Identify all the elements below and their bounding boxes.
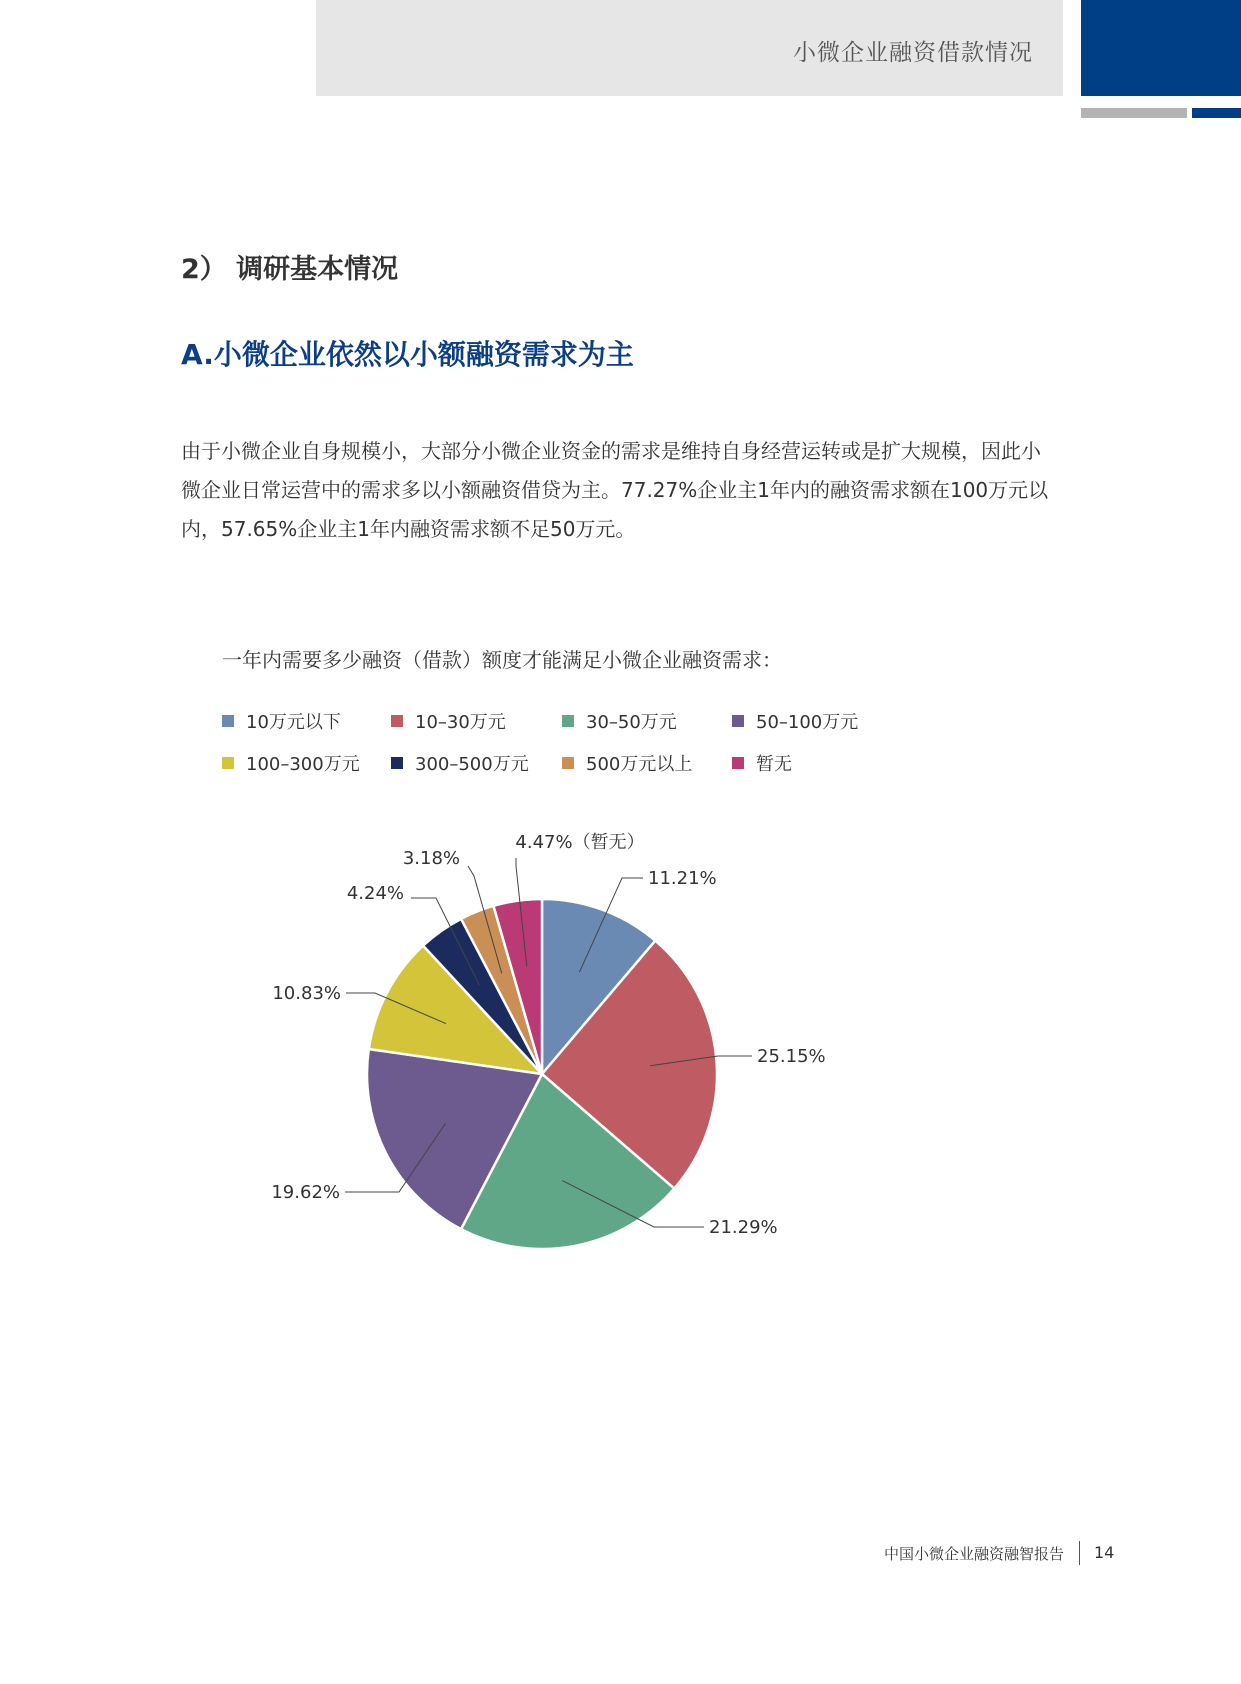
slice-label: 10.83%: [272, 983, 341, 1004]
legend-label: 暂无: [756, 754, 792, 775]
slice-label: 25.15%: [757, 1046, 826, 1067]
slice-label: 11.21%: [648, 868, 717, 889]
legend-label: 300–500万元: [415, 754, 529, 775]
footer-report-title: 中国小微企业融资融智报告: [884, 1545, 1065, 1563]
body-paragraph: 由于小微企业自身规模小，大部分小微企业资金的需求是维持自身经营运转或是扩大规模，因此小微企业日常运营中的需求多以小额融资借贷为主。77.27%企业主1年内的融资需求额在100万元以内，57.65%企业主1年内融资需求额不足50万元。: [181, 439, 1049, 541]
chart-caption: 一年内需要多少融资（借款）额度才能满足小微企业融资需求：: [222, 648, 782, 672]
legend-label: 50–100万元: [756, 712, 859, 733]
slice-label: 19.62%: [271, 1182, 340, 1203]
section-heading: 2） 调研基本情况: [181, 254, 399, 285]
legend-label: 100–300万元: [246, 754, 360, 775]
legend-label: 500万元以上: [586, 754, 693, 775]
legend-label: 10万元以下: [246, 712, 341, 733]
slice-label: 4.24%: [346, 883, 404, 904]
header-title: 小微企业融资借款情况: [793, 40, 1033, 66]
sub-heading: A.小微企业依然以小额融资需求为主: [181, 338, 634, 371]
page-number: 14: [1094, 1543, 1115, 1562]
legend-label: 10–30万元: [415, 712, 506, 733]
legend-label: 30–50万元: [586, 712, 677, 733]
footer-divider: [1079, 1541, 1080, 1565]
slice-label: 4.47%（暂无）: [515, 832, 645, 853]
slice-label: 21.29%: [709, 1217, 778, 1238]
slice-label: 3.18%: [402, 848, 460, 869]
